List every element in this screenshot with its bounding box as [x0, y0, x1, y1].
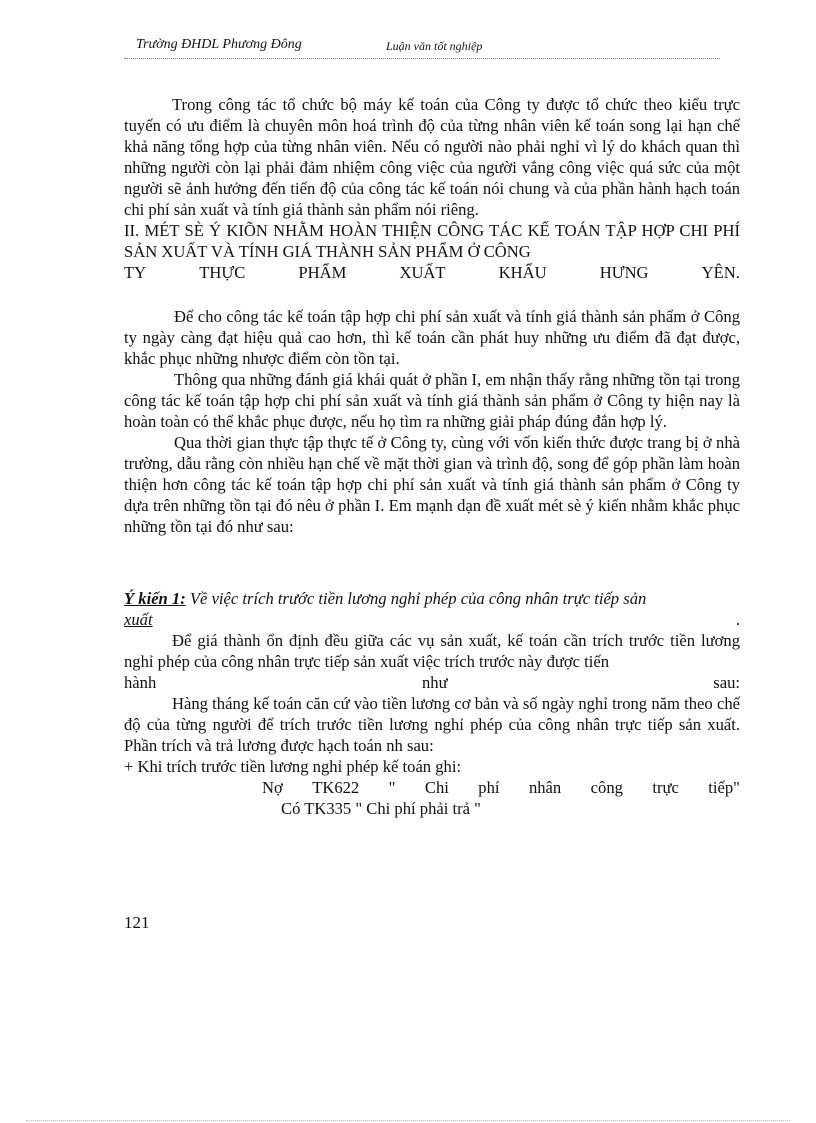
entry-word: tiếp" — [708, 778, 740, 797]
journal-entry-credit: Có TK335 " Chi phí phải trả " — [281, 799, 481, 818]
heading-word: HƯNG — [599, 263, 649, 282]
paragraph-organization: Trong công tác tổ chức bộ máy kế toán của Công ty được tổ chức theo kiểu trực tuyến có ưu điểm là chuyên môn hoá trình độ của từng nhân viên kế toán song lại hạn chế khả năng tổng hợp của từng nhân viên. Nếu có người nào phải nghỉ vì lý do khách quan thì những người còn lại phải đảm nhiệm công việc của người vắng công việc quá sức của một người sẽ ảnh hưởng đến tiến độ của công tác kế toán nói chung và của phần hành hạch toán chi phí sản xuất và tính giá thành sản phẩm nói riêng. — [124, 95, 740, 219]
paragraph-proposal: Qua thời gian thực tập thực tế ở Công ty, cùng với vốn kiến thức được trang bị ở nhà trường, dẫu rằng còn nhiều hạn chế về mặt thời gian và trình độ, song để góp phần làm hoàn thiện hơn công tác kế toán tập hợp chi phí sản xuất và tính giá thành sản phẩm ở Công ty dựa trên những tồn tại đó nêu ở phần I. Em mạnh dạn đề xuất mét sè ý kiến nhằm khắc phục những tồn tại đó như sau: — [124, 433, 740, 536]
section-heading-ii — [124, 220, 740, 283]
heading-text: II. MÉT SÈ Ý KIÕN NHẰM HOÀN THIỆN CÔNG TÁC KẾ TOÁN TẬP HỢP CHI PHÍ SẢN XUẤT VÀ TÍNH GIÁ THÀNH SẢN PHẨM Ở CÔNG — [124, 221, 740, 261]
heading-word: PHẨM — [298, 263, 347, 282]
bullet-accrual: + Khi trích trước tiền lương nghỉ phép kế toán ghi: — [124, 757, 462, 776]
header-doc-type: Luận văn tốt nghiệp — [386, 39, 483, 53]
intro-word: hành — [124, 673, 157, 692]
header-school: Trường ĐHDL Phương Đông — [136, 37, 302, 52]
heading-word: XUẤT — [399, 263, 446, 282]
spacer — [124, 283, 740, 306]
heading-word: THỰC — [199, 263, 246, 282]
paragraph-improvement: Để cho công tác kế toán tập hợp chi phí sản xuất và tính giá thành sản phẩm ở Công ty ngày càng đạt hiệu quả cao hơn, thì kế toán cần phát huy những ưu điểm đã đạt được, khắc phục những nhược điểm còn tồn tại. — [124, 307, 740, 368]
journal-entry-debit — [262, 777, 740, 798]
opinion-1-label: Ý kiến 1: — [124, 589, 186, 608]
opinion-1-title: Về việc trích trước tiền lương nghỉ phép của công nhân trực tiếp sản — [189, 589, 647, 608]
entry-word: phí — [478, 778, 500, 797]
spacer — [124, 537, 740, 588]
opinion-1-title-end: xuất — [124, 610, 153, 629]
opinion-1-line2 — [124, 609, 740, 630]
opinion-1-line1 — [124, 588, 740, 609]
paragraph-opinion-1-intro-last-line — [124, 672, 740, 693]
heading-word: TY — [124, 263, 147, 282]
intro-word: sau: — [713, 673, 740, 692]
paragraph-opinion-1-method: Hàng tháng kế toán căn cứ vào tiền lương cơ bản và số ngày nghỉ trong năm theo chế độ của từng người để trích trước tiền lương nghỉ phép của công nhân trực tiếp sản xuất. Phần trích và trả lương được hạch toán nh sau: — [124, 694, 740, 755]
page-header — [124, 36, 720, 59]
entry-word: nhân — [528, 778, 562, 797]
opinion-1-heading — [124, 588, 740, 630]
paragraph-opinion-1-intro: Để giá thành ổn định đều giữa các vụ sản xuất, kế toán cần trích trước tiền lương nghỉ phép của công nhân trực tiếp sản xuất việc trích trước này được tiến — [124, 631, 740, 671]
entry-word: " — [388, 778, 396, 797]
entry-word: công — [590, 778, 623, 797]
entry-word: Nợ — [262, 778, 283, 797]
footer-divider — [26, 1120, 790, 1121]
heading-word: YÊN. — [701, 263, 740, 282]
heading-last-line — [124, 262, 740, 283]
entry-word: Chi — [424, 778, 449, 797]
opinion-1-title-dot: . — [735, 610, 740, 629]
entry-word: TK622 — [312, 778, 360, 797]
heading-word: KHẨU — [498, 263, 547, 282]
paragraph-assessment: Thông qua những đánh giá khái quát ở phần I, em nhận thấy rằng những tồn tại trong công tác kế toán tập hợp chi phí sản xuất và tính giá thành sản phẩm ở Công ty hiện nay là hoàn toàn có thể khắc phục được, nếu họ tìm ra những giải pháp đúng đắn hợp lý. — [124, 370, 740, 431]
page-number: 121 — [124, 913, 150, 932]
page-content — [124, 94, 740, 819]
entry-word: trực — [652, 778, 679, 797]
intro-word: như — [421, 673, 448, 692]
